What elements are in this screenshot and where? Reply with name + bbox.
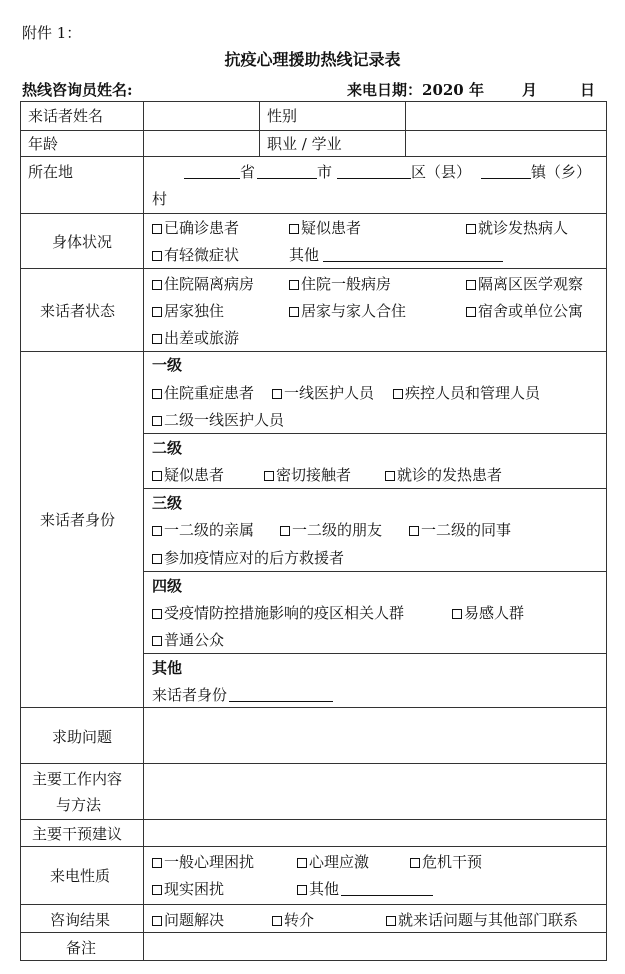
checkbox-icon — [152, 334, 162, 344]
checkbox-icon — [152, 858, 162, 868]
level4-option[interactable]: 受疫情防控措施影响的疫区相关人群 — [152, 604, 404, 622]
checkbox-icon — [152, 554, 162, 564]
checkbox-icon — [152, 280, 162, 290]
location-village: 村 — [152, 190, 168, 208]
remarks-label: 备注 — [66, 939, 97, 957]
gender-label: 性别 — [267, 107, 298, 125]
level2-option[interactable]: 就诊的发热患者 — [385, 466, 502, 484]
call-nature-option[interactable]: 危机干预 — [410, 853, 482, 871]
physical-option[interactable]: 已确诊患者 — [152, 219, 239, 237]
occupation-label: 职业 / 学业 — [267, 135, 342, 153]
checkbox-icon — [152, 416, 162, 426]
date-label: 来电日期：2020 年 — [347, 81, 484, 99]
level3-option[interactable]: 一二级的亲属 — [152, 521, 254, 539]
level3-option[interactable]: 一二级的同事 — [409, 521, 511, 539]
checkbox-icon — [264, 471, 274, 481]
state-label: 来话者状态 — [40, 302, 116, 320]
level4-option[interactable]: 易感人群 — [452, 604, 524, 622]
checkbox-icon — [385, 471, 395, 481]
physical-option[interactable]: 疑似患者 — [289, 219, 361, 237]
level4-option[interactable]: 普通公众 — [152, 631, 224, 649]
checkbox-icon — [386, 916, 396, 926]
identity-label: 来话者身份 — [40, 511, 116, 529]
other-identity-field[interactable]: 来话者身份 — [152, 686, 333, 704]
level4-title: 四级 — [152, 577, 183, 595]
state-option[interactable]: 居家独住 — [152, 302, 224, 320]
result-option[interactable]: 就来话问题与其他部门联系 — [386, 911, 578, 929]
main-work-label: 主要工作内容 — [32, 770, 123, 788]
level3-title: 三级 — [152, 494, 183, 512]
location-city: 市 — [257, 163, 332, 181]
physical-label: 身体状况 — [52, 233, 113, 251]
checkbox-icon — [289, 224, 299, 234]
checkbox-icon — [289, 307, 299, 317]
state-option[interactable]: 住院隔离病房 — [152, 275, 254, 293]
checkbox-icon — [297, 858, 307, 868]
checkbox-icon — [452, 609, 462, 619]
result-option[interactable]: 问题解决 — [152, 911, 224, 929]
location-district: 区（县） — [337, 163, 471, 181]
state-option[interactable]: 居家与家人合住 — [289, 302, 406, 320]
checkbox-icon — [152, 885, 162, 895]
state-option[interactable]: 隔离区医学观察 — [466, 275, 583, 293]
checkbox-icon — [152, 251, 162, 261]
location-town: 镇（乡） — [481, 163, 591, 181]
checkbox-icon — [152, 307, 162, 317]
checkbox-icon — [152, 389, 162, 399]
checkbox-icon — [466, 307, 476, 317]
level3-option[interactable]: 一二级的朋友 — [280, 521, 382, 539]
call-nature-label: 来电性质 — [50, 867, 111, 885]
checkbox-icon — [393, 389, 403, 399]
state-option[interactable]: 住院一般病房 — [289, 275, 391, 293]
checkbox-icon — [409, 526, 419, 536]
physical-other[interactable]: 其他 — [289, 246, 503, 264]
checkbox-icon — [297, 885, 307, 895]
call-nature-option[interactable]: 现实困扰 — [152, 880, 224, 898]
level3-option[interactable]: 参加疫情应对的后方救援者 — [152, 549, 344, 567]
checkbox-icon — [152, 224, 162, 234]
day-label: 日 — [580, 81, 596, 99]
state-option[interactable]: 出差或旅游 — [152, 329, 239, 347]
checkbox-icon — [272, 389, 282, 399]
state-option[interactable]: 宿舍或单位公寓 — [466, 302, 583, 320]
checkbox-icon — [280, 526, 290, 536]
main-work-label-2: 与方法 — [56, 796, 102, 814]
checkbox-icon — [152, 916, 162, 926]
level1-title: 一级 — [152, 356, 183, 374]
result-label: 咨询结果 — [50, 911, 111, 929]
physical-option[interactable]: 就诊发热病人 — [466, 219, 568, 237]
level1-option[interactable]: 一线医护人员 — [272, 384, 374, 402]
level2-option[interactable]: 疑似患者 — [152, 466, 224, 484]
checkbox-icon — [152, 526, 162, 536]
checkbox-icon — [152, 471, 162, 481]
checkbox-icon — [152, 609, 162, 619]
caller-name-label: 来话者姓名 — [28, 107, 104, 125]
checkbox-icon — [272, 916, 282, 926]
help-issue-label: 求助问题 — [52, 728, 113, 746]
level1-option[interactable]: 二级一线医护人员 — [152, 411, 284, 429]
location-label: 所在地 — [28, 163, 74, 181]
intervention-label: 主要干预建议 — [32, 825, 123, 843]
call-nature-option[interactable]: 心理应激 — [297, 853, 369, 871]
checkbox-icon — [466, 224, 476, 234]
level2-option[interactable]: 密切接触者 — [264, 466, 351, 484]
age-label: 年龄 — [28, 135, 59, 153]
level1-option[interactable]: 住院重症患者 — [152, 384, 254, 402]
call-nature-option[interactable]: 一般心理困扰 — [152, 853, 254, 871]
month-label: 月 — [522, 81, 538, 99]
checkbox-icon — [466, 280, 476, 290]
level1-option[interactable]: 疾控人员和管理人员 — [393, 384, 540, 402]
result-option[interactable]: 转介 — [272, 911, 314, 929]
physical-option[interactable]: 有轻微症状 — [152, 246, 239, 264]
form-title: 抗疫心理援助热线记录表 — [224, 50, 401, 69]
call-nature-other[interactable]: 其他 — [297, 880, 433, 898]
level2-title: 二级 — [152, 439, 183, 457]
checkbox-icon — [410, 858, 420, 868]
other-title: 其他 — [152, 659, 183, 677]
checkbox-icon — [289, 280, 299, 290]
counselor-label: 热线咨询员姓名: — [22, 81, 133, 99]
attachment-label: 附件 1： — [22, 24, 82, 42]
location-province: 省 — [184, 163, 255, 181]
checkbox-icon — [152, 636, 162, 646]
